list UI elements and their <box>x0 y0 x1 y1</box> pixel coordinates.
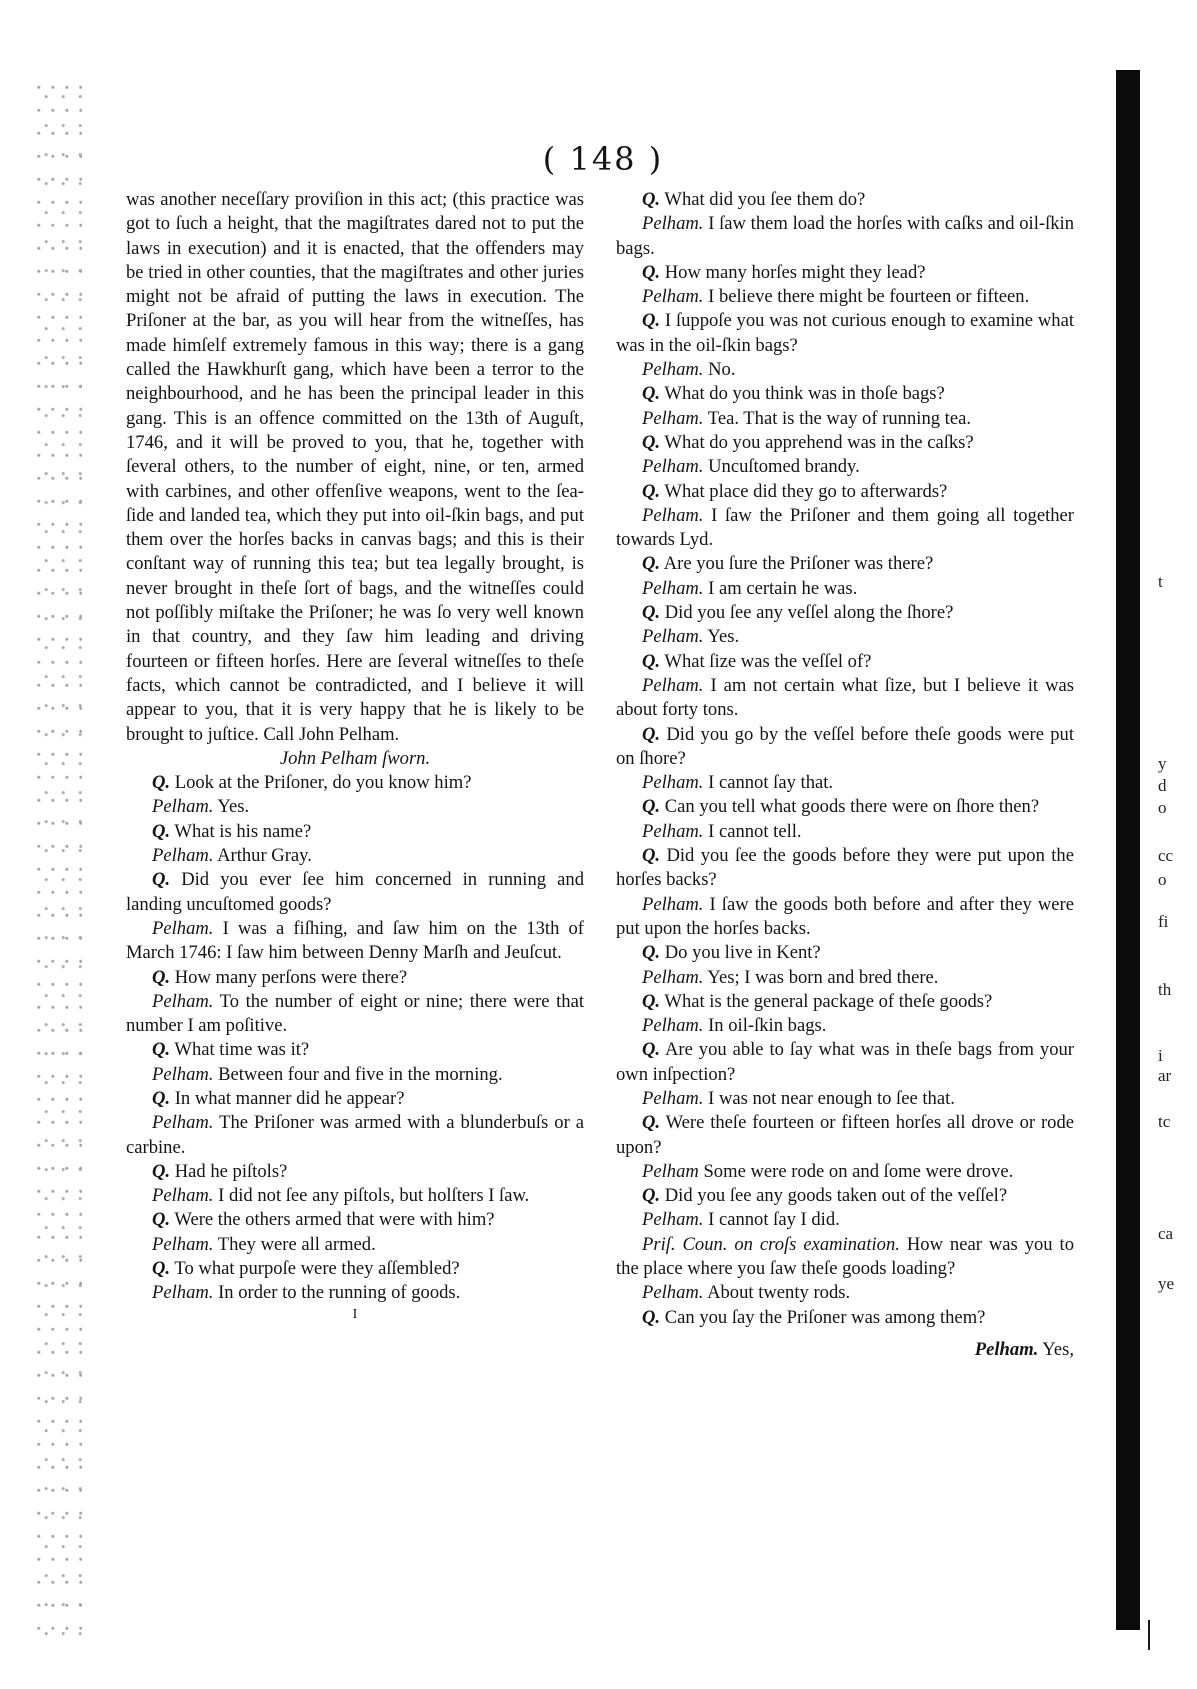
dialogue-line <box>126 1063 584 1087</box>
speaker-label: Q. <box>152 820 171 842</box>
dialogue-line <box>616 893 1074 942</box>
speaker-label: Pelham. <box>642 359 704 381</box>
margin-fragment: ca <box>1158 1224 1174 1243</box>
dialogue-line <box>616 941 1074 965</box>
binding-edge-speckle <box>36 85 82 1645</box>
dialogue-line <box>616 723 1074 772</box>
dialogue-text: Yes; I was born and bred there. <box>707 966 939 988</box>
margin-fragment: ye <box>1158 1274 1175 1293</box>
speaker-label: Q. <box>152 1258 171 1280</box>
dialogue-line <box>616 188 1074 212</box>
dialogue-text: Look at the Priſoner, do you know him? <box>174 772 472 794</box>
dialogue-line <box>616 212 1074 261</box>
dialogue-text: What is his name? <box>174 820 312 842</box>
speaker-label: Q. <box>642 650 661 672</box>
margin-fragment: i <box>1158 1046 1163 1065</box>
speaker-label: Pelham. <box>642 893 704 915</box>
dialogue-text: Did you go by the veſſel before theſe goods were put on ſhore? <box>616 723 1074 769</box>
dialogue-text: Did you ſee the goods before they were put upon the horſes backs? <box>616 845 1074 891</box>
dialogue-line <box>616 504 1074 553</box>
margin-fragment: o <box>1158 870 1167 889</box>
dialogue-text: Were the others armed that were with him? <box>174 1209 495 1231</box>
dialogue-text: What do you apprehend was in the caſks? <box>664 431 974 453</box>
speaker-label: Pelham. <box>152 1233 214 1255</box>
speaker-label: Q. <box>642 261 661 283</box>
dialogue-line <box>616 285 1074 309</box>
dialogue-text: They were all armed. <box>217 1233 376 1255</box>
dialogue-text: Were theſe fourteen or fifteen horſes all drove or rode upon? <box>616 1112 1074 1158</box>
dialogue-text: No. <box>708 359 736 381</box>
speaker-label: Q. <box>642 942 661 964</box>
dialogue-line <box>126 844 584 868</box>
speaker-label: Q. <box>642 310 661 332</box>
speaker-label: Q. <box>642 189 661 210</box>
dialogue-text: Are you ſure the Priſoner was there? <box>663 553 934 575</box>
speaker-label: Pelham. <box>642 213 704 235</box>
dialogue-line <box>616 771 1074 795</box>
speaker-label: Q. <box>642 602 661 624</box>
margin-fragment: y <box>1158 754 1167 773</box>
speaker-label: Pelham. <box>152 1112 214 1134</box>
dialogue-text: The Priſoner was armed with a blunderbuſs or a carbine. <box>126 1112 585 1158</box>
dialogue-text: Uncuſtomed brandy. <box>708 456 860 478</box>
dialogue-line <box>616 1208 1074 1232</box>
dialogue-line <box>616 990 1074 1014</box>
dialogue-text: Between four and five in the morning. <box>218 1063 503 1085</box>
dialogue-text: What is the general package of theſe goods? <box>664 990 993 1012</box>
dialogue-text: In oil-ſkin bags. <box>708 1015 827 1037</box>
margin-fragment: cc <box>1158 846 1174 865</box>
dialogue-line <box>616 261 1074 285</box>
speaker-label: Pelham. <box>642 820 704 842</box>
dialogue-line <box>616 601 1074 625</box>
dialogue-line <box>126 990 584 1039</box>
dialogue-line <box>616 650 1074 674</box>
witness-heading: John Pelham ſworn. <box>279 747 431 769</box>
dialogue-text: What time was it? <box>174 1039 310 1061</box>
dialogue-text: In what manner did he appear? <box>174 1087 405 1109</box>
dialogue-line <box>126 1257 584 1281</box>
speaker-label: Q. <box>152 772 171 794</box>
speaker-label: Q. <box>152 966 171 988</box>
signature-mark: I <box>352 1306 358 1322</box>
body-paragraph: was another neceſſary proviſion in this act; (this practice was got to ſuch a height, that the magiſtrates dared not to put the laws in execution) and it is enacted, that the offenders may be tried in other counties, that the magiſtrates and other juries might not be afraid of putting the laws in execution. The Priſoner at the bar, as you will hear from the witneſſes, has made himſelf extremely famous in this way; there is a gang called the Hawkhurſt gang, which have been a terror to the neighbourhood, and he has been the principal leader in this gang. This is an offence committed on the 13th of Auguſt, 1746, and it will be proved to you, that he, together with ſeveral others, to the number of eight, nine, or ten, armed with carbines, and other offenſive weapons, went to the ſea-ſide and landed tea, which they put into oil-ſkin bags, and put them over the horſes backs in canvas bags; and this is their conſtant way of running this tea; but tea legally brought, is never brought in theſe ſort of bags, and the witneſſes could not poſſibly miſtake the Priſoner; he was ſo very well known in that country, and they ſaw him leading and driving fourteen or fifteen horſes. Here are ſeveral witneſſes to theſe facts, which cannot be contradicted, and I believe it will appear to you, that it is very happy that he is likely to be brought to juſtice. Call John Pelham. <box>126 189 584 745</box>
dialogue-text: Some were rode on and ſome were drove. <box>703 1160 1014 1182</box>
dialogue-text: What ſize was the veſſel of? <box>664 650 872 672</box>
dialogue-text: How many perſons were there? <box>174 966 408 988</box>
speaker-label: Pelham. <box>642 286 704 308</box>
dialogue-text: I was not near enough to ſee that. <box>708 1087 955 1109</box>
dialogue-line <box>126 1111 584 1160</box>
dialogue-line <box>616 966 1074 990</box>
dialogue-line <box>126 1038 584 1062</box>
dialogue-line <box>126 771 584 795</box>
dialogue-text: I ſaw the goods both before and after they were put upon the horſes backs. <box>616 893 1074 939</box>
dialogue-text: I ſaw them load the horſes with caſks and oil-ſkin bags. <box>616 213 1074 259</box>
dialogue-line <box>616 480 1074 504</box>
speaker-label: Pelham. <box>642 626 704 648</box>
speaker-label: Pelham. <box>642 504 704 526</box>
dialogue-line <box>616 1233 1074 1282</box>
speaker-label: Priſ. Coun. on croſs examination. <box>642 1233 900 1255</box>
speaker-label: Pelham <box>642 1160 699 1182</box>
dialogue-text: I did not ſee any piſtols, but holſters I ſaw. <box>218 1185 530 1207</box>
left-column <box>126 188 584 1324</box>
speaker-label: Pelham. <box>152 1282 214 1304</box>
speaker-label: Q. <box>642 1112 661 1134</box>
dialogue-text: To the number of eight or nine; there were that number I am poſitive. <box>126 990 584 1037</box>
dialogue-line <box>616 1111 1074 1160</box>
dialogue-text: Yes. <box>707 626 740 648</box>
dialogue-line <box>126 1160 584 1184</box>
speaker-label: Q. <box>642 723 661 745</box>
speaker-label: Q. <box>152 869 171 891</box>
dialogue-text: Do you live in Kent? <box>664 942 821 964</box>
dialogue-line <box>616 820 1074 844</box>
dialogue-line <box>126 917 584 966</box>
speaker-label: Q. <box>642 845 661 867</box>
margin-fragment: o <box>1158 798 1167 817</box>
dialogue-line <box>616 1160 1074 1184</box>
speaker-label: Q. <box>642 431 661 453</box>
dialogue-text: I believe there might be fourteen or fifteen. <box>708 286 1030 308</box>
speaker-label: Pelham. <box>152 796 214 818</box>
speaker-label: Pelham. <box>642 772 704 794</box>
dialogue-line <box>616 455 1074 479</box>
dialogue-text: Yes. <box>217 796 250 818</box>
dialogue-line <box>616 309 1074 358</box>
speaker-label: Pelham. <box>642 407 704 429</box>
speaker-label: Q. <box>152 1087 171 1109</box>
dialogue-line <box>126 1087 584 1111</box>
dialogue-line <box>126 1281 584 1305</box>
speaker-label: Pelham. <box>152 917 214 939</box>
dialogue-text: What did you ſee them do? <box>664 189 866 210</box>
speaker-label: Pelham. <box>642 1282 704 1304</box>
dialogue-text: I cannot ſay that. <box>708 772 834 794</box>
margin-fragment: d <box>1158 776 1167 795</box>
dialogue-line <box>616 407 1074 431</box>
speaker-label: Q. <box>642 1185 661 1207</box>
dialogue-line <box>616 431 1074 455</box>
dialogue-text: I cannot tell. <box>708 820 802 842</box>
dialogue-text: Can you ſay the Priſoner was among them? <box>664 1306 986 1328</box>
dialogue-text: I was a fiſhing, and ſaw him on the 13th of March 1746: I ſaw him between Denny Marſh and Jeuſcut. <box>126 917 584 964</box>
speaker-label: Pelham. <box>642 966 704 988</box>
catchword-speaker: Pelham. <box>974 1338 1039 1360</box>
dialogue-text: I ſuppoſe you was not curious enough to examine what was in the oil-ſkin bags? <box>616 310 1074 356</box>
speaker-label: Q. <box>642 1039 661 1061</box>
dialogue-text: In order to the running of goods. <box>218 1282 461 1304</box>
dialogue-line <box>616 795 1074 819</box>
dialogue-text: I am certain he was. <box>708 577 858 599</box>
dialogue-text: Arthur Gray. <box>217 845 312 867</box>
margin-mark <box>1148 1620 1150 1650</box>
dialogue-text: Did you ſee any goods taken out of the veſſel? <box>664 1185 1008 1207</box>
speaker-label: Pelham. <box>642 456 704 478</box>
speaker-label: Q. <box>642 383 661 405</box>
dialogue-line <box>126 966 584 990</box>
dialogue-text: I ſaw the Priſoner and them going all together towards Lyd. <box>616 504 1074 551</box>
dialogue-text: Had he piſtols? <box>174 1160 288 1182</box>
dialogue-text: How near was you to the place where you ſaw theſe goods loading? <box>616 1233 1074 1280</box>
dialogue-line <box>616 552 1074 576</box>
dialogue-line <box>616 382 1074 406</box>
speaker-label: Q. <box>152 1209 171 1231</box>
dialogue-line <box>616 1014 1074 1038</box>
speaker-label: Pelham. <box>642 674 704 696</box>
speaker-label: Q. <box>152 1039 171 1061</box>
dialogue-text: What place did they go to afterwards? <box>664 480 948 502</box>
dialogue-text: I am not certain what ſize, but I believe it was about forty tons. <box>616 674 1074 721</box>
speaker-label: Pelham. <box>152 845 214 867</box>
dialogue-text: Did you ſee any veſſel along the ſhore? <box>664 602 954 624</box>
speaker-label: Pelham. <box>152 990 214 1012</box>
speaker-label: Pelham. <box>642 577 704 599</box>
dialogue-line <box>126 868 584 917</box>
dialogue-line <box>616 1038 1074 1087</box>
dialogue-line <box>616 674 1074 723</box>
dialogue-text: Are you able to ſay what was in theſe bags from your own inſpection? <box>616 1039 1075 1085</box>
dialogue-text: Did you ever ſee him concerned in running and landing uncuſtomed goods? <box>126 869 584 915</box>
dialogue-text: How many horſes might they lead? <box>664 261 926 283</box>
dialogue-line <box>126 1233 584 1257</box>
dialogue-line <box>616 625 1074 649</box>
dialogue-line <box>126 795 584 819</box>
speaker-label: Pelham. <box>642 1087 704 1109</box>
speaker-label: Pelham. <box>642 1015 704 1037</box>
dialogue-line <box>616 358 1074 382</box>
margin-fragment: tc <box>1158 1112 1171 1131</box>
speaker-label: Q. <box>642 796 661 818</box>
margin-fragment: t <box>1158 572 1163 591</box>
margin-fragment: fi <box>1158 912 1169 931</box>
dialogue-line <box>616 844 1074 893</box>
speaker-label: Q. <box>642 1306 661 1328</box>
speaker-label: Q. <box>152 1160 171 1182</box>
dialogue-text: To what purpoſe were they aſſembled? <box>174 1258 460 1280</box>
facing-page-shadow <box>1116 70 1140 1630</box>
dialogue-text: What do you think was in thoſe bags? <box>664 383 945 405</box>
margin-fragment: th <box>1158 980 1172 999</box>
dialogue-line <box>616 1184 1074 1208</box>
dialogue-line <box>616 1087 1074 1111</box>
dialogue-text: Tea. That is the way of running tea. <box>707 407 972 429</box>
dialogue-text: About twenty rods. <box>707 1282 851 1304</box>
catchword-text: Yes, <box>1042 1338 1074 1360</box>
speaker-label: Pelham. <box>152 1063 214 1085</box>
dialogue-text: I cannot ſay I did. <box>708 1209 840 1231</box>
margin-fragment: ar <box>1158 1066 1172 1085</box>
right-column <box>616 188 1074 1362</box>
speaker-label: Pelham. <box>642 1209 704 1231</box>
dialogue-line <box>616 1281 1074 1305</box>
dialogue-line <box>126 1184 584 1208</box>
catchword <box>616 1338 1074 1362</box>
dialogue-line <box>616 1306 1074 1330</box>
speaker-label: Q. <box>642 990 661 1012</box>
dialogue-line <box>126 820 584 844</box>
dialogue-line <box>616 577 1074 601</box>
speaker-label: Q. <box>642 553 661 575</box>
dialogue-line <box>126 1208 584 1232</box>
speaker-label: Q. <box>642 480 661 502</box>
speaker-label: Pelham. <box>152 1185 214 1207</box>
dialogue-text: Can you tell what goods there were on ſhore then? <box>664 796 1040 818</box>
page-number: ( 148 ) <box>542 140 664 178</box>
